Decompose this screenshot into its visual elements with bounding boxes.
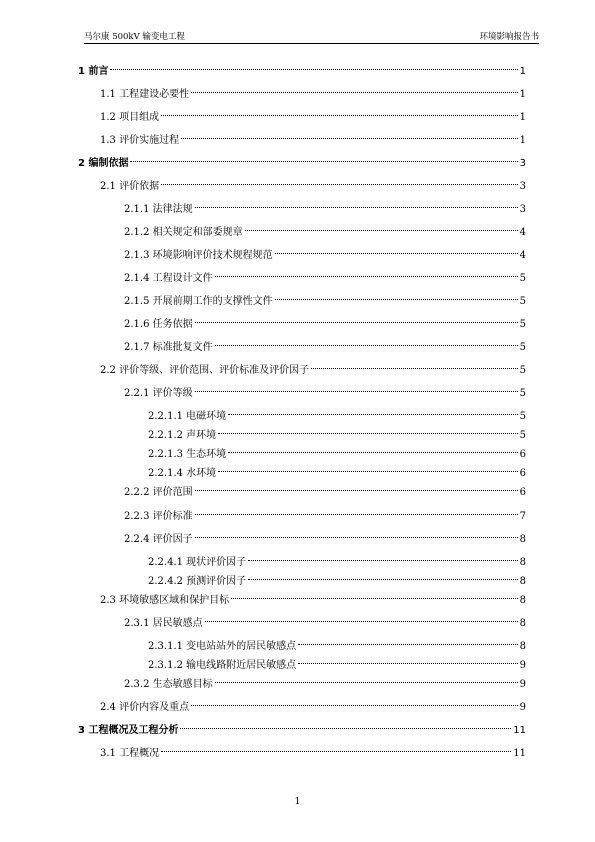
toc-entry-page-number: 5	[519, 342, 526, 353]
toc-entry[interactable]	[124, 271, 526, 287]
toc-entry-title: 2.2.1.3 生态环境	[148, 449, 227, 460]
toc-dot-leader	[191, 92, 518, 93]
toc-entry[interactable]	[124, 340, 526, 356]
toc-dot-leader	[161, 184, 518, 185]
toc-entry-title: 1.2 项目组成	[100, 112, 160, 123]
toc-dot-leader	[275, 299, 518, 300]
toc-entry[interactable]	[148, 555, 526, 571]
toc-entry-page-number: 8	[519, 576, 526, 587]
toc-dot-leader	[228, 414, 517, 415]
toc-entry-title: 2.3.1.2 输电线路附近居民敏感点	[148, 660, 297, 671]
toc-entry[interactable]	[100, 110, 526, 126]
toc-entry-page-number: 8	[519, 557, 526, 568]
toc-dot-leader	[298, 644, 517, 645]
toc-dot-leader	[218, 471, 517, 472]
running-header	[84, 28, 539, 42]
toc-entry[interactable]	[124, 386, 526, 402]
header-project-title: 马尔康 500kV 输变电工程	[84, 32, 185, 42]
toc-dot-leader	[248, 579, 517, 580]
toc-entry-page-number: 1	[519, 135, 526, 146]
toc-entry-title: 3 工程概况及工程分析	[78, 725, 179, 736]
toc-dot-leader	[161, 751, 511, 752]
toc-dot-leader	[161, 115, 518, 116]
toc-entry[interactable]	[148, 574, 526, 590]
toc-entry[interactable]	[148, 428, 526, 444]
toc-entry-title: 2.2.1 评价等级	[124, 388, 193, 399]
toc-entry-page-number: 8	[519, 534, 526, 545]
toc-entry-page-number: 5	[519, 365, 526, 376]
toc-entry-title: 1 前言	[78, 66, 109, 77]
toc-entry-page-number: 8	[519, 641, 526, 652]
toc-entry[interactable]	[100, 179, 526, 195]
toc-entry-title: 2.3.1.1 变电站站外的居民敏感点	[148, 641, 297, 652]
toc-entry-page-number: 8	[519, 595, 526, 606]
toc-entry[interactable]	[124, 248, 526, 264]
toc-entry-page-number: 9	[519, 702, 526, 713]
toc-entry-title: 2.1.1 法律法规	[124, 204, 193, 215]
toc-entry-title: 2.2.4.2 预测评价因子	[148, 576, 247, 587]
toc-entry[interactable]	[148, 466, 526, 482]
toc-entry-title: 2.3 环境敏感区域和保护目标	[100, 595, 230, 606]
toc-entry-page-number: 5	[519, 388, 526, 399]
toc-entry[interactable]	[124, 616, 526, 632]
toc-entry[interactable]	[100, 700, 526, 716]
toc-dot-leader	[195, 391, 518, 392]
toc-dot-leader	[195, 207, 518, 208]
toc-entry[interactable]	[124, 202, 526, 218]
toc-dot-leader	[298, 663, 517, 664]
toc-entry-page-number: 5	[519, 296, 526, 307]
toc-entry-page-number: 4	[519, 250, 526, 261]
page-number: 1	[294, 797, 301, 807]
toc-entry-page-number: 3	[519, 158, 526, 169]
toc-entry[interactable]	[78, 64, 526, 80]
toc-entry-page-number: 5	[519, 411, 526, 422]
toc-entry-title: 2.2.1.1 电磁环境	[148, 411, 227, 422]
toc-entry-title: 2.3.2 生态敏感目标	[124, 679, 213, 690]
toc-entry[interactable]	[148, 447, 526, 463]
toc-dot-leader	[311, 368, 518, 369]
toc-entry[interactable]	[124, 294, 526, 310]
toc-entry-title: 2.1 评价依据	[100, 181, 160, 192]
toc-dot-leader	[191, 705, 518, 706]
toc-entry-page-number: 6	[519, 449, 526, 460]
toc-entry-page-number: 5	[519, 430, 526, 441]
toc-entry[interactable]	[100, 363, 526, 379]
toc-entry[interactable]	[124, 532, 526, 548]
toc-entry-title: 2 编制依据	[78, 158, 129, 169]
toc-dot-leader	[275, 253, 518, 254]
toc-dot-leader	[215, 345, 518, 346]
toc-entry-page-number: 1	[519, 89, 526, 100]
toc-entry[interactable]	[124, 485, 526, 501]
toc-entry-page-number: 3	[519, 204, 526, 215]
toc-entry-page-number: 9	[519, 679, 526, 690]
toc-entry[interactable]	[148, 639, 526, 655]
toc-entry-title: 2.1.4 工程设计文件	[124, 273, 213, 284]
toc-dot-leader	[215, 682, 518, 683]
toc-entry-title: 2.2.1.4 水环境	[148, 468, 217, 479]
toc-entry-page-number: 6	[519, 468, 526, 479]
toc-entry-title: 2.2.1.2 声环境	[148, 430, 217, 441]
toc-dot-leader	[245, 230, 518, 231]
toc-entry[interactable]	[100, 133, 526, 149]
toc-entry-title: 2.2.4.1 现状评价因子	[148, 557, 247, 568]
toc-entry-page-number: 5	[519, 273, 526, 284]
toc-entry-title: 2.3.1 居民敏感点	[124, 618, 203, 629]
toc-entry-page-number: 8	[519, 618, 526, 629]
toc-dot-leader	[181, 138, 518, 139]
toc-dot-leader	[195, 514, 518, 515]
toc-entry-page-number: 1	[519, 112, 526, 123]
toc-entry-title: 2.1.3 环境影响评价技术规程规范	[124, 250, 273, 261]
toc-dot-leader	[180, 728, 511, 729]
toc-entry-title: 2.2.2 评价范围	[124, 487, 193, 498]
toc-entry-page-number: 11	[513, 748, 526, 759]
toc-entry-page-number: 9	[519, 660, 526, 671]
header-document-type: 环境影响报告书	[479, 32, 539, 42]
toc-entry[interactable]	[124, 509, 526, 525]
toc-dot-leader	[218, 433, 517, 434]
toc-entry-page-number: 3	[519, 181, 526, 192]
toc-dot-leader	[195, 537, 518, 538]
toc-dot-leader	[228, 452, 517, 453]
toc-entry-title: 2.2.3 评价标准	[124, 511, 193, 522]
toc-entry[interactable]	[100, 593, 526, 609]
toc-entry[interactable]	[100, 87, 526, 103]
toc-entry[interactable]	[148, 409, 526, 425]
toc-entry-title: 2.1.7 标准批复文件	[124, 342, 213, 353]
toc-entry[interactable]	[100, 746, 526, 762]
toc-dot-leader	[195, 322, 518, 323]
toc-entry-title: 1.3 评价实施过程	[100, 135, 180, 146]
toc-entry[interactable]	[124, 677, 526, 693]
toc-dot-leader	[110, 69, 517, 70]
toc-entry[interactable]	[78, 723, 526, 739]
toc-entry-page-number: 7	[519, 511, 526, 522]
toc-dot-leader	[205, 621, 518, 622]
toc-dot-leader	[248, 560, 517, 561]
toc-entry-page-number: 5	[519, 319, 526, 330]
toc-dot-leader	[130, 161, 517, 162]
toc-entry[interactable]	[148, 658, 526, 674]
toc-entry[interactable]	[124, 225, 526, 241]
toc-entry-page-number: 1	[519, 66, 526, 77]
toc-entry-page-number: 4	[519, 227, 526, 238]
toc-entry-title: 2.2.4 评价因子	[124, 534, 193, 545]
toc-entry-title: 2.1.5 开展前期工作的支撑性文件	[124, 296, 273, 307]
header-divider	[84, 43, 539, 44]
toc-dot-leader	[231, 598, 518, 599]
toc-entry-page-number: 11	[513, 725, 526, 736]
toc-dot-leader	[215, 276, 518, 277]
toc-entry[interactable]	[124, 317, 526, 333]
toc-dot-leader	[195, 490, 518, 491]
toc-entry-title: 2.2 评价等级、评价范围、评价标准及评价因子	[100, 365, 310, 376]
toc-entry-title: 3.1 工程概况	[100, 748, 160, 759]
toc-entry-title: 2.4 评价内容及重点	[100, 702, 190, 713]
toc-entry-title: 2.1.6 任务依据	[124, 319, 193, 330]
toc-entry[interactable]	[78, 156, 526, 172]
toc-entry-title: 1.1 工程建设必要性	[100, 89, 190, 100]
toc-entry-page-number: 6	[519, 487, 526, 498]
toc-entry-title: 2.1.2 相关规定和部委规章	[124, 227, 243, 238]
